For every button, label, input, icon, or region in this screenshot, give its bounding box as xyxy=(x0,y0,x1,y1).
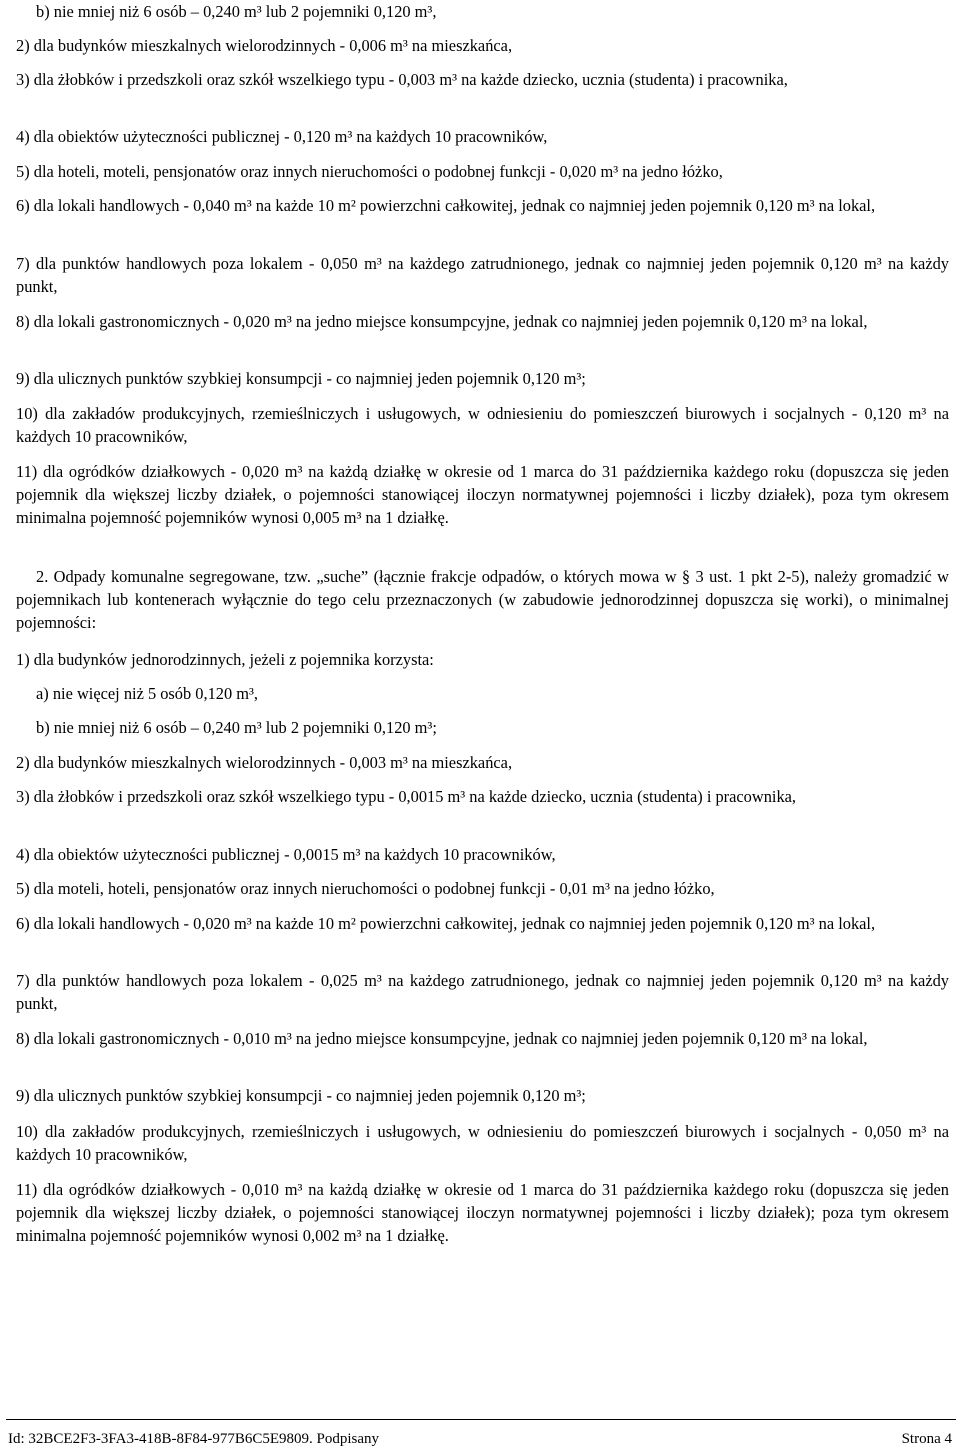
s1-item-4: 4) dla obiektów użyteczności publicznej - 0,120 m³ na każdych 10 pracowników, xyxy=(16,127,548,146)
footer-page-number: Strona 4 xyxy=(901,1431,952,1447)
s2-item-2: 2) dla budynków mieszkalnych wielorodzinnych - 0,003 m³ na mieszkańca, xyxy=(16,753,513,772)
s1-item-7: 7) dla punktów handlowych poza lokalem - 0,050 m³ na każdego zatrudnionego, jednak co najmniej jeden pojemnik 0,120 m³ na każdy punkt, xyxy=(16,254,949,296)
s2-item-7: 7) dla punktów handlowych poza lokalem - 0,025 m³ na każdego zatrudnionego, jednak co najmniej jeden pojemnik 0,120 m³ na każdy punkt, xyxy=(16,971,949,1013)
s2-item-3: 3) dla żłobków i przedszkoli oraz szkół wszelkiego typu - 0,0015 m³ na każde dziecko, ucznia (studenta) i pracownika, xyxy=(16,787,797,806)
s2-item-1: 1) dla budynków jednorodzinnych, jeżeli z pojemnika korzysta: xyxy=(16,650,434,669)
s1-item-2: 2) dla budynków mieszkalnych wielorodzinnych - 0,006 m³ na mieszkańca, xyxy=(16,36,513,55)
footer-divider xyxy=(6,1419,956,1420)
s2-item-a: a) nie więcej niż 5 osób 0,120 m³, xyxy=(36,684,259,703)
s1-item-9: 9) dla ulicznych punktów szybkiej konsumpcji - co najmniej jeden pojemnik 0,120 m³; xyxy=(16,369,586,388)
s1-item-6: 6) dla lokali handlowych - 0,040 m³ na każde 10 m² powierzchni całkowitej, jednak co najmniej jeden pojemnik 0,120 m³ na lokal, xyxy=(16,196,876,215)
s2-item-b: b) nie mniej niż 6 osób – 0,240 m³ lub 2 pojemniki 0,120 m³; xyxy=(36,718,437,737)
s2-item-9: 9) dla ulicznych punktów szybkiej konsumpcji - co najmniej jeden pojemnik 0,120 m³; xyxy=(16,1086,586,1105)
s1-item-8: 8) dla lokali gastronomicznych - 0,020 m³ na jedno miejsce konsumpcyjne, jednak co najmniej jeden pojemnik 0,120 m³ na lokal, xyxy=(16,312,868,331)
footer-document-id: Id: 32BCE2F3-3FA3-418B-8F84-977B6C5E9809. Podpisany xyxy=(8,1431,379,1447)
s2-item-5: 5) dla moteli, hoteli, pensjonatów oraz innych nieruchomości o podobnej funkcji - 0,01 m³ na jedno łóżko, xyxy=(16,879,715,898)
s2-item-8: 8) dla lokali gastronomicznych - 0,010 m³ na jedno miejsce konsumpcyjne, jednak co najmniej jeden pojemnik 0,120 m³ na lokal, xyxy=(16,1029,868,1048)
s1-item-11: 11) dla ogródków działkowych - 0,020 m³ na każdą działkę w okresie od 1 marca do 31 października każdego roku (dopuszcza się jeden pojemnik dla większej liczby działek, o pojemności stanowiącej iloczyn normatywnej pojemności i liczby działek), poza tym okresem minimalna pojemność pojemników wynosi 0,005 m³ na 1 działkę. xyxy=(16,462,949,527)
s1-item-5: 5) dla hoteli, moteli, pensjonatów oraz innych nieruchomości o podobnej funkcji - 0,020 m³ na jedno łóżko, xyxy=(16,162,723,181)
s2-intro: 2. Odpady komunalne segregowane, tzw. „suche” (łącznie frakcje odpadów, o których mowa w § 3 ust. 1 pkt 2-5), należy gromadzić w pojemnikach lub kontenerach wyłącznie do tego celu przeznaczonych (w zabudowie jednorodzinnej dopuszcza się worki), o minimalnej pojemności: xyxy=(16,567,949,632)
s2-item-11: 11) dla ogródków działkowych - 0,010 m³ na każdą działkę w okresie od 1 marca do 31 października każdego roku (dopuszcza się jeden pojemnik dla większej liczby działek, o pojemności stanowiącej iloczyn normatywnej pojemności i liczby działek); poza tym okresem minimalna pojemność pojemników wynosi 0,002 m³ na 1 działkę. xyxy=(16,1180,949,1245)
s2-item-6: 6) dla lokali handlowych - 0,020 m³ na każde 10 m² powierzchni całkowitej, jednak co najmniej jeden pojemnik 0,120 m³ na lokal, xyxy=(16,914,876,933)
s2-item-10: 10) dla zakładów produkcyjnych, rzemieślniczych i usługowych, w odniesieniu do pomieszczeń biurowych i socjalnych - 0,050 m³ na każdych 10 pracowników, xyxy=(16,1122,949,1164)
s1-item-b: b) nie mniej niż 6 osób – 0,240 m³ lub 2 pojemniki 0,120 m³, xyxy=(36,2,437,21)
s2-item-4: 4) dla obiektów użyteczności publicznej - 0,0015 m³ na każdych 10 pracowników, xyxy=(16,845,556,864)
s1-item-10: 10) dla zakładów produkcyjnych, rzemieślniczych i usługowych, w odniesieniu do pomieszczeń biurowych i socjalnych - 0,120 m³ na każdych 10 pracowników, xyxy=(16,404,949,446)
s1-item-3: 3) dla żłobków i przedszkoli oraz szkół wszelkiego typu - 0,003 m³ na każde dziecko, ucznia (studenta) i pracownika, xyxy=(16,70,788,89)
